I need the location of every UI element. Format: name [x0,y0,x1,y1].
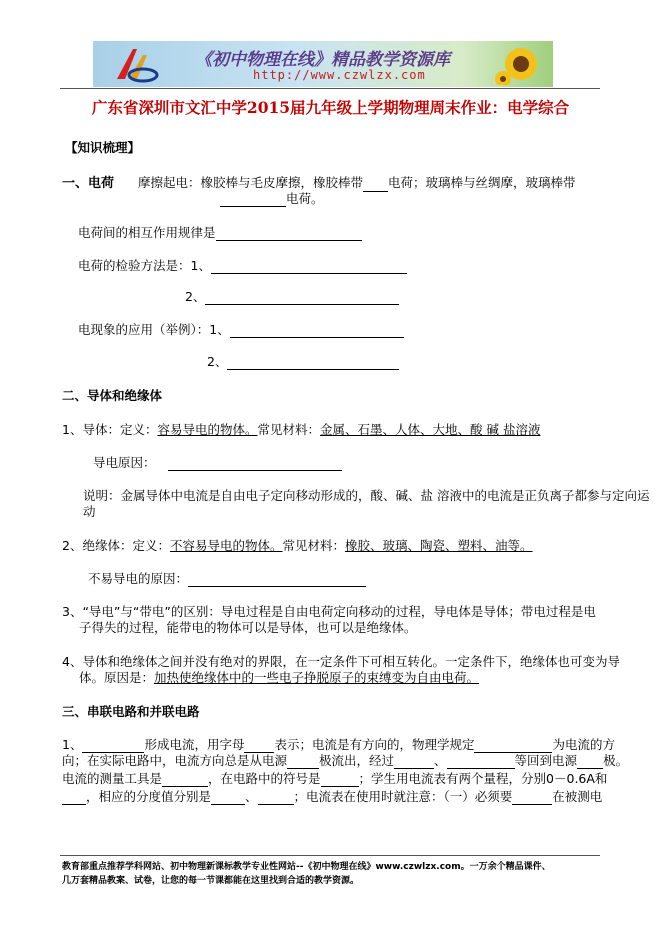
boundary-line1: 4、导体和绝缘体之间并没有绝对的界限，在一定条件下可相互转化。一定条件下，绝缘体也可变为导 [62,654,620,669]
blank-path-1[interactable] [394,755,434,769]
current-text-13: 在被测电 [552,789,603,804]
note-line2: 动 [83,504,96,519]
boundary-reason-label: 体。原因是： [79,670,155,685]
blank-division-1[interactable] [211,791,245,805]
difference-line1: 3、“导电”与“带电”的区别：导电过程是自由电荷定向移动的过程，导电体是导体；带电过程是电 [62,604,596,619]
conductor-material-text: 金属、石墨、人体、大地、酸 碱 盐溶液 [320,422,541,437]
friction-text-b: 电荷；玻璃棒与丝绸摩，玻璃棒带 [388,175,576,190]
current-q-number: 1、 [62,737,83,752]
application-2-label: 2、 [207,354,228,369]
knowledge-heading: 【知识梳理】 [65,140,141,155]
insulator-reason-label: 不易导电的原因： [88,571,189,586]
boundary-line2 [79,670,479,686]
current-line1 [62,737,615,753]
footer-rule [60,855,600,856]
boundary-reason-text: 加热使绝缘体中的一些电子挣脱原子的束缚变为自由电荷。 [154,670,480,685]
blank-conductor-reason[interactable] [168,457,342,471]
current-text-8: 电流的测量工具是 [62,771,163,786]
section1-heading: 一、电荷 [62,176,115,191]
blank-connection[interactable] [512,791,552,805]
current-text-9: ，在电路中的符号是 [208,771,321,786]
current-line3 [62,771,607,787]
insulator-material-label: 常见材料： [282,538,345,553]
difference-line2: 子得失的过程，能带电的物体可以是导体，也可以是绝缘体。 [79,620,417,635]
section1-line1 [62,175,576,192]
blank-current-letter[interactable] [244,739,274,753]
conductor-material-label: 常见材料： [257,422,320,437]
current-sep-2: 、 [245,789,258,804]
sunflower-icon [495,43,547,85]
application-2 [207,354,399,370]
application-label: 电现象的应用（举例）：1、 [78,322,230,337]
current-text-2: 表示；电流是有方向的，物理学规定 [274,737,475,752]
current-text-3: 为电流的方 [552,737,615,752]
blank-second-range[interactable] [62,791,86,805]
current-text-6: 等回到电源 [514,753,578,768]
conductor-reason-label: 导电原因： [93,455,156,470]
insulator-definition [62,538,533,554]
blank-detect-1[interactable] [211,260,407,274]
blank-insulator-reason[interactable] [188,573,366,587]
site-logo-icon [113,45,159,83]
banner-url: http://www.czwlzx.com [253,68,426,82]
interaction-law [78,225,362,241]
conductor-definition [62,422,540,438]
footer-line2: 几万套精品教案、试卷，让您的每一节课都能在这里找到合适的教学资源。 [62,876,360,886]
blank-division-2[interactable] [258,791,294,805]
blank-current-direction[interactable] [474,739,552,753]
footer-line1: 教育部重点推荐学科网站、初中物理新课标教学专业性网站--《初中物理在线》www.czwlzx.com。一万余个精品课件、 [62,862,551,872]
current-text-7: 极。 [603,753,629,768]
detect-method-2 [185,289,399,305]
section2-heading: 二、导体和绝缘体 [62,388,163,403]
conductor-def-text: 容易导电的物体。 [157,422,258,437]
document-title: 广东省深圳市文汇中学2015届九年级上学期物理周末作业：电学综合 [91,98,570,117]
insulator-reason [88,571,366,587]
conductor-def-label: 1、导体：定义： [62,422,158,437]
interaction-law-label: 电荷间的相互作用规律是 [78,225,216,240]
blank-source-pole-out[interactable] [287,755,319,769]
current-text-12: ；电流表在使用时就注意：（一）必须要 [293,789,513,804]
blank-application-1[interactable] [230,324,404,338]
current-text-10: ；学生用电流表有两个量程，分别0－0.6A和 [358,771,608,786]
current-text-11: ，相应的分度值分别是 [86,789,212,804]
insulator-def-label: 2、绝缘体：定义： [62,538,170,553]
header-banner [93,41,553,87]
blank-interaction-law[interactable] [216,227,362,241]
detect-method-label: 电荷的检验方法是：1、 [78,258,211,273]
conductor-reason [93,455,342,471]
section1-line2 [220,191,324,207]
friction-text-a: 摩擦起电：橡胶棒与毛皮摩擦，橡胶棒带 [138,175,364,190]
current-text-1: 形成电流，用字母 [144,737,245,752]
blank-circuit-symbol[interactable] [321,773,359,787]
blank-application-2[interactable] [227,356,399,370]
current-sep: 、 [434,753,447,768]
note-line1: 说明：金属导体中电流是自由电子定向移动形成的，酸、碱、盐 溶液中的电流是正负离子都参与定向运 [83,488,650,503]
blank-source-pole-in[interactable] [577,755,603,769]
detect-method-1 [78,258,407,274]
charge-suffix: 电荷。 [286,191,324,206]
blank-glass-charge[interactable] [220,193,286,207]
blank-current-form[interactable] [82,739,144,753]
header-rule [60,88,600,89]
blank-measuring-tool[interactable] [162,773,208,787]
insulator-def-text: 不容易导电的物体。 [169,538,283,553]
banner-title: 《初中物理在线》精品教学资源库 [195,50,450,70]
blank-path-2[interactable] [447,755,515,769]
current-text-5: 极流出，经过 [319,753,395,768]
blank-rubber-charge[interactable] [363,178,388,192]
current-line2 [62,753,628,769]
current-text-4: 向；在实际电路中，电流方向总是从电源 [62,753,288,768]
section3-heading: 三、串联电路和并联电路 [62,704,200,719]
application-1 [78,322,404,338]
current-line4 [62,789,602,805]
blank-detect-2[interactable] [205,291,399,305]
detect-2-label: 2、 [185,289,206,304]
insulator-material-text: 橡胶、玻璃、陶瓷、塑料、油等。 [345,538,533,553]
